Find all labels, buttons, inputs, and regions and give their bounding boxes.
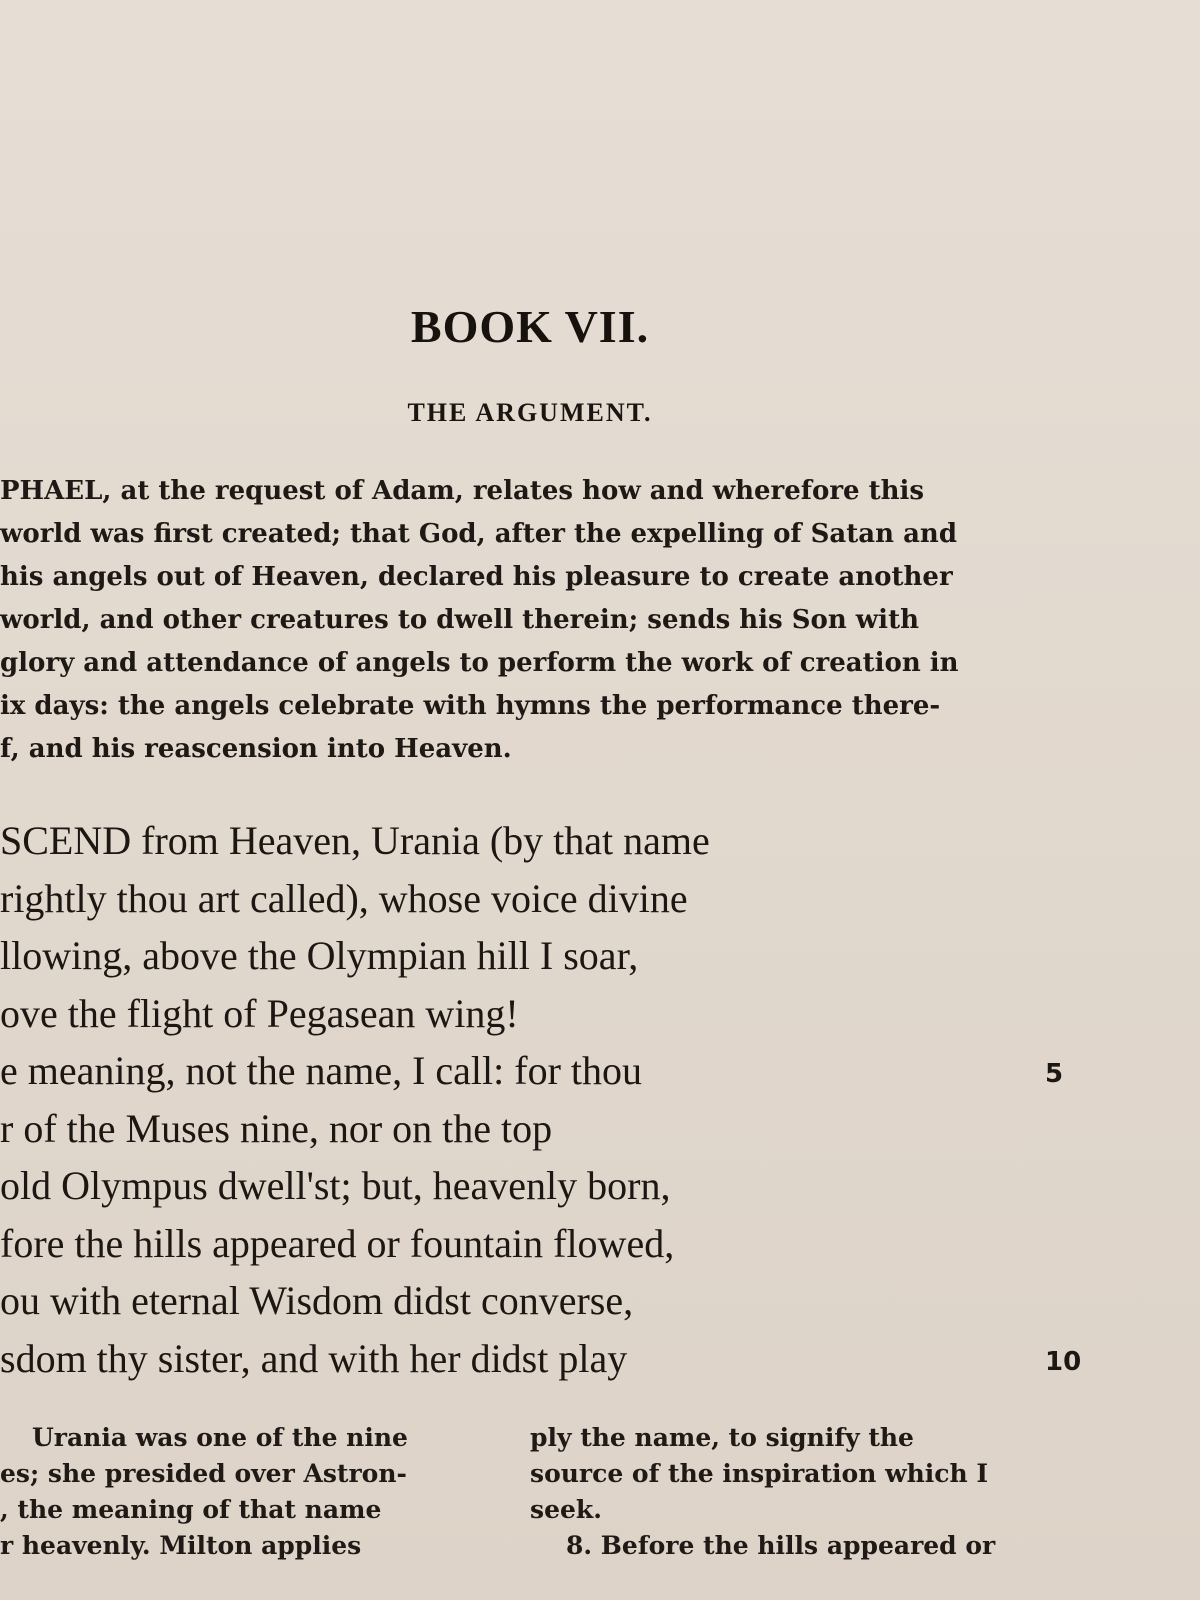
footnote-line: seek. xyxy=(530,1495,602,1524)
verse-line xyxy=(0,1042,1120,1100)
verse-line xyxy=(0,927,1120,985)
line-number: 5 xyxy=(1045,1059,1064,1089)
footnote-line: es; she presided over Astron- xyxy=(0,1459,407,1488)
verse-line xyxy=(0,985,1120,1043)
verse-line xyxy=(0,870,1120,928)
verse-text: e meaning, not the name, I call: for thou xyxy=(0,1048,643,1093)
verse-text: ou with eternal Wisdom didst converse, xyxy=(0,1278,634,1323)
verse-text: ove the flight of Pegasean wing! xyxy=(0,990,519,1036)
footnote-column-right xyxy=(530,1420,1090,1564)
argument-line: world, and other creatures to dwell therein; sends his Son with xyxy=(0,605,919,635)
verse-text: old Olympus dwell'st; but, heavenly born, xyxy=(0,1163,671,1208)
footnote-line: 8. Before the hills appeared or xyxy=(566,1531,996,1560)
verse-line xyxy=(0,1272,1120,1330)
footnote-line: ply the name, to signify the xyxy=(530,1423,914,1452)
footnote-line: r heavenly. Milton applies xyxy=(0,1531,362,1560)
verse-text: fore the hills appeared or fountain flowed, xyxy=(0,1220,675,1266)
verse-text: r of the Muses nine, nor on the top xyxy=(0,1105,553,1151)
verse-line xyxy=(0,1100,1120,1158)
argument-line: his angels out of Heaven, declared his pleasure to create another xyxy=(0,562,953,592)
footnote-line: , the meaning of that name xyxy=(0,1495,382,1524)
argument-line: f, and his reascension into Heaven. xyxy=(0,734,512,764)
verse-text: sdom thy sister, and with her didst play xyxy=(0,1335,628,1381)
argument-line: world was first created; that God, after the expelling of Satan and xyxy=(0,519,958,549)
argument-line: glory and attendance of angels to perform the work of creation in xyxy=(0,648,959,678)
footnote-column-left xyxy=(0,1420,505,1564)
verse-line xyxy=(0,812,1120,870)
argument-line: PHAEL, at the request of Adam, relates how and wherefore this xyxy=(0,476,925,506)
argument-paragraph xyxy=(0,470,1090,771)
footnote-line: Urania was one of the nine xyxy=(32,1423,408,1452)
footnote-line: source of the inspiration which I xyxy=(530,1459,989,1488)
verse-text: llowing, above the Olympian hill I soar, xyxy=(0,933,639,978)
argument-line: ix days: the angels celebrate with hymns the performance there- xyxy=(0,691,941,721)
verse-line xyxy=(0,1215,1120,1273)
argument-title: THE ARGUMENT. xyxy=(407,398,653,427)
verse-line xyxy=(0,1330,1120,1388)
book-title: BOOK VII. xyxy=(410,301,650,352)
verse-text: SCEND from Heaven, Urania (by that name xyxy=(0,818,710,863)
poem-verse xyxy=(0,812,1120,1387)
verse-text: rightly thou art called), whose voice divine xyxy=(0,875,688,921)
verse-line xyxy=(0,1157,1120,1215)
line-number: 10 xyxy=(1045,1346,1082,1377)
footnotes xyxy=(0,1420,1200,1600)
